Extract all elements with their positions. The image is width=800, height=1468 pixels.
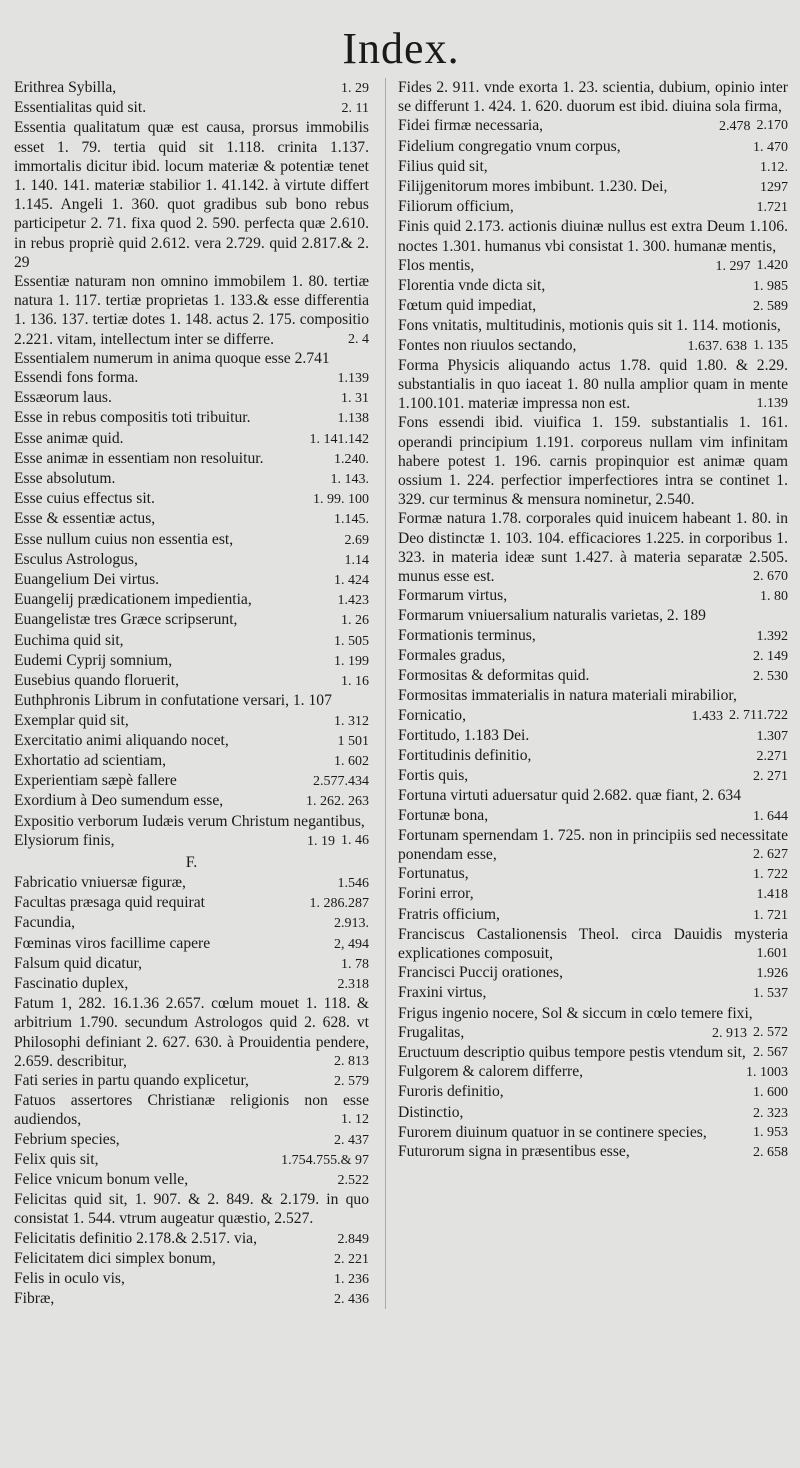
entry-text: Felicitatis definitio 2.178.& 2.517. via, bbox=[14, 1229, 257, 1247]
index-entry bbox=[14, 791, 369, 811]
entry-text: Esse & essentiæ actus, bbox=[14, 510, 156, 528]
entry-page-ref: 1. 46 bbox=[341, 832, 369, 848]
index-entry bbox=[398, 606, 788, 625]
index-entry bbox=[398, 1142, 788, 1162]
entry-page-ref: 2. 323 bbox=[753, 1105, 788, 1121]
entry-page-ref: 2.522 bbox=[337, 1172, 369, 1188]
entry-page-ref: 1. 12 bbox=[341, 1112, 369, 1128]
index-entry bbox=[14, 631, 369, 651]
index-entry bbox=[14, 469, 369, 489]
entry-text: Fibræ, bbox=[14, 1290, 55, 1308]
entry-text: Experientiam sæpè fallere bbox=[14, 772, 177, 790]
index-entry bbox=[14, 590, 369, 610]
entry-text: Fortitudinis definitio, bbox=[398, 746, 532, 764]
entry-text: Facundia, bbox=[14, 914, 76, 932]
index-entry bbox=[14, 349, 369, 368]
entry-text: Forini error, bbox=[398, 885, 474, 903]
entry-text: Formales gradus, bbox=[398, 646, 506, 664]
index-entry bbox=[398, 1043, 788, 1062]
index-entry bbox=[398, 1082, 788, 1102]
index-entry bbox=[14, 368, 369, 388]
entry-text: Fati series in partu quando explicetur, bbox=[14, 1071, 249, 1089]
index-entry bbox=[398, 746, 788, 766]
left-column bbox=[14, 78, 386, 1309]
entry-text: Felix quis sit, bbox=[14, 1150, 99, 1168]
entry-page-ref: 1. 953 bbox=[753, 1124, 788, 1140]
index-entry bbox=[398, 1062, 788, 1082]
entry-text: Fraxini virtus, bbox=[398, 984, 487, 1002]
index-entry bbox=[398, 726, 788, 746]
entry-text: Exercitatio animi aliquando nocet, bbox=[14, 731, 229, 749]
index-entry bbox=[14, 530, 369, 550]
entry-text: Fortunam spernendam 1. 725. non in principiis sed necessitate ponendam esse, bbox=[398, 826, 788, 863]
entry-text: Fontes non riuulos sectando, bbox=[398, 336, 577, 354]
index-entry bbox=[14, 1071, 369, 1091]
entry-page-ref: 1. 31 bbox=[341, 391, 369, 407]
entry-text: Esse in rebus compositis toti tribuitur. bbox=[14, 409, 251, 427]
index-entry bbox=[398, 963, 788, 983]
entry-page-ref: 2.69 bbox=[344, 532, 369, 548]
right-column bbox=[386, 78, 788, 1309]
entry-page-ref: 2. 271 bbox=[753, 769, 788, 785]
entry-page-ref: 1. 722 bbox=[753, 867, 788, 883]
entry-text: Franciscus Castalionensis Theol. circa Dauidis mysteria explicationes composuit, bbox=[398, 925, 788, 962]
entry-text: Fortunatus, bbox=[398, 865, 469, 883]
entry-text: Frigus ingenio nocere, Sol & siccum in cœlo temere fixi, bbox=[398, 1004, 753, 1022]
entry-text: Febrium species, bbox=[14, 1130, 120, 1148]
index-entry bbox=[398, 336, 747, 356]
entry-text: Felice vnicum bonum velle, bbox=[14, 1170, 189, 1188]
entry-page-ref: 1. 19 bbox=[307, 833, 335, 849]
entry-page-ref: 1.433 bbox=[691, 708, 724, 724]
index-entry bbox=[14, 1190, 369, 1228]
entry-text: Fidei firmæ necessaria, bbox=[398, 117, 544, 135]
entry-text: Frugalitas, bbox=[398, 1023, 465, 1041]
entry-page-ref: 2. 670 bbox=[753, 569, 788, 585]
entry-page-ref: 1. 721 bbox=[753, 907, 788, 923]
index-entry bbox=[398, 177, 788, 197]
entry-text: Fortis quis, bbox=[398, 767, 469, 785]
entry-page-ref: 2. 4 bbox=[348, 331, 369, 347]
entry-page-ref: 2. 589 bbox=[753, 299, 788, 315]
entry-text: Formæ natura 1.78. corporales quid inuicem habeant 1. 80. in Deo distinctæ 1. 103. 104. efficaciores 1.225. in corporibus 1. 323. in materia ideæ sunt 1.427. à materia separatæ 2.505. munus esse est. bbox=[398, 510, 788, 586]
index-entry bbox=[14, 408, 369, 428]
entry-text: Fides 2. 911. vnde exorta 1. 23. scientia, dubium, opinio inter se differunt 1. 424. 1. 620. duorum est ibid. diuina sola firma, bbox=[398, 79, 788, 116]
entry-page-ref: 1.139 bbox=[337, 371, 369, 387]
entry-page-ref: 2, 494 bbox=[334, 936, 369, 952]
index-entry bbox=[398, 706, 723, 726]
entry-text: Eructuum descriptio quibus tempore pestis vtendum sit, bbox=[398, 1043, 746, 1061]
entry-page-ref: 1. 29 bbox=[341, 81, 369, 96]
entry-page-ref: 2.478 bbox=[719, 119, 751, 135]
entry-page-ref: 2. 437 bbox=[334, 1132, 369, 1148]
entry-text: Furoris definitio, bbox=[398, 1083, 504, 1101]
entry-text: Formarum vniuersalium naturalis varietas, 2. 189 bbox=[398, 607, 706, 625]
entry-text: Fœminas viros facillime capere bbox=[14, 934, 211, 952]
entry-text: Euchima quid sit, bbox=[14, 631, 124, 649]
index-entry bbox=[398, 905, 788, 925]
entry-page-ref: 1. 1003 bbox=[746, 1065, 788, 1081]
entry-text: Euangelium Dei virtus. bbox=[14, 571, 160, 589]
entry-page-ref: 1. 600 bbox=[753, 1085, 788, 1101]
index-entry bbox=[398, 157, 788, 177]
entry-page-ref: 1. 286.287 bbox=[309, 896, 369, 912]
entry-page-ref: 1. 262. 263 bbox=[306, 794, 369, 810]
entry-text: Esse animæ quid. bbox=[14, 429, 124, 447]
entry-text: Filiorum officium, bbox=[398, 198, 514, 216]
index-entry bbox=[14, 771, 369, 791]
index-entry bbox=[398, 586, 788, 606]
entry-page-ref: 1. 470 bbox=[753, 139, 788, 155]
entry-text: Exhortatio ad scientiam, bbox=[14, 751, 166, 769]
entry-page-ref: 1297 bbox=[760, 180, 788, 196]
index-entry bbox=[398, 884, 788, 904]
entry-text: Fortuna virtuti aduersatur quid 2.682. quæ fiant, 2. 634 bbox=[398, 787, 742, 805]
entry-page-ref: 2.271 bbox=[756, 748, 788, 764]
entry-page-ref: 1.423 bbox=[337, 593, 369, 609]
page-title: Index. bbox=[342, 24, 460, 73]
index-entry bbox=[14, 118, 369, 272]
entry-page-ref: 1. 80 bbox=[760, 589, 788, 605]
index-entry bbox=[398, 983, 788, 1003]
index-entry bbox=[14, 610, 369, 630]
entry-page-ref: 1. 297 bbox=[715, 258, 751, 274]
index-entry bbox=[14, 731, 369, 751]
index-entry bbox=[398, 1123, 788, 1142]
index-entry bbox=[14, 98, 369, 118]
entry-text: Formationis terminus, bbox=[398, 626, 536, 644]
entry-text: Euangelistæ tres Græce scripserunt, bbox=[14, 611, 238, 629]
index-entry bbox=[398, 766, 788, 786]
entry-text: Essentiæ naturam non omnino immobilem 1. 80. tertiæ natura 1. 117. tertiæ proprietas 1. 133.& esse differentia 1. 136. 137. tertiæ dotes 1. 148. actus 2. 175. compositio 2.221. vitam, intellectum inter se differre. bbox=[14, 273, 369, 348]
entry-page-ref: 1. 143. bbox=[330, 472, 369, 488]
entry-page-ref: 2. 436 bbox=[334, 1292, 369, 1308]
index-entry bbox=[398, 413, 788, 509]
entry-page-ref: 1.145. bbox=[334, 512, 369, 528]
entry-page-ref: 1.138 bbox=[337, 411, 369, 427]
entry-text: Florentia vnde dicta sit, bbox=[398, 277, 546, 295]
entry-text: Eudemi Cyprij somnium, bbox=[14, 651, 173, 669]
entry-page-ref: 1.420 bbox=[756, 257, 788, 273]
index-entry bbox=[14, 751, 369, 771]
index-entry bbox=[398, 256, 751, 276]
index-entry bbox=[14, 489, 369, 509]
index-entry bbox=[14, 954, 369, 974]
index-entry bbox=[398, 806, 788, 826]
index-entry bbox=[398, 116, 751, 136]
entry-text: Fortunæ bona, bbox=[398, 806, 489, 824]
entry-text: Finis quid 2.173. actionis diuinæ nullus est extra Deum 1.106. noctes 1.301. humanus vbi consistat 1. 300. humanæ mentis, bbox=[398, 218, 788, 255]
index-entry bbox=[14, 509, 369, 529]
entry-page-ref: 2. 221 bbox=[334, 1251, 369, 1267]
entry-page-ref: 2. 149 bbox=[753, 648, 788, 664]
index-entry bbox=[398, 626, 788, 646]
entry-page-ref: 1.418 bbox=[756, 887, 788, 903]
entry-text: Falsum quid dicatur, bbox=[14, 954, 143, 972]
entry-text: Fidelium congregatio vnum corpus, bbox=[398, 137, 621, 155]
entry-page-ref: 1. 199 bbox=[334, 653, 369, 669]
entry-page-ref: 2.577.434 bbox=[313, 774, 369, 790]
entry-page-ref: 2.318 bbox=[337, 976, 369, 992]
index-entry bbox=[14, 388, 369, 408]
entry-page-ref: 1.926 bbox=[756, 966, 788, 982]
entry-page-ref: 2. 658 bbox=[753, 1144, 788, 1160]
entry-page-ref: 1.139 bbox=[756, 396, 788, 412]
entry-page-ref: 2. 913 bbox=[712, 1025, 747, 1041]
entry-text: Felicitas quid sit, 1. 907. & 2. 849. & 2.179. in quo consistat 1. 544. vtrum augeatur quæstio, 2.527. bbox=[14, 1191, 369, 1228]
entry-page-ref: 2.849 bbox=[337, 1231, 369, 1247]
index-entry bbox=[398, 646, 788, 666]
index-entry bbox=[398, 137, 788, 157]
entry-text: Furorem diuinum quatuor in se continere species, bbox=[398, 1123, 707, 1141]
entry-page-ref: 1.12. bbox=[760, 159, 788, 175]
entry-page-ref: 2. 813 bbox=[334, 1053, 369, 1069]
entry-text: Essentialitas quid sit. bbox=[14, 99, 147, 117]
entry-page-ref: 1. 424 bbox=[334, 573, 369, 589]
entry-text: Euthphronis Librum in confutatione versari, 1. 107 bbox=[14, 692, 332, 710]
index-entry bbox=[14, 831, 335, 851]
entry-page-ref: 2. 572 bbox=[753, 1024, 788, 1040]
index-entry bbox=[14, 1130, 369, 1150]
index-entry bbox=[14, 570, 369, 590]
section-letter: F. bbox=[185, 853, 198, 871]
entry-text: Forma Physicis aliquando actus 1.78. quid 1.80. & 2.29. substantialis in quo iaceat 1. 80 nulla amplior quam in mente 1.100.101. materiæ impressa non est. bbox=[398, 356, 788, 413]
entry-text: Fabricatio vniuersæ figuræ, bbox=[14, 873, 186, 891]
index-entry bbox=[398, 786, 788, 805]
entry-text: Futurorum signa in præsentibus esse, bbox=[398, 1142, 630, 1160]
entry-text: Expositio verborum Iudæis verum Christum negantibus, bbox=[14, 812, 365, 830]
entry-page-ref: 1. 537 bbox=[753, 986, 788, 1002]
index-entry bbox=[14, 1229, 369, 1249]
entry-page-ref: 1.14 bbox=[344, 552, 369, 568]
index-entry bbox=[14, 1249, 369, 1269]
index-entry bbox=[398, 864, 788, 884]
entry-text: Francisci Puccij orationes, bbox=[398, 964, 563, 982]
index-entry bbox=[14, 934, 369, 954]
index-entry bbox=[398, 356, 788, 414]
entry-page-ref: 1.307 bbox=[756, 728, 788, 744]
index-entry bbox=[14, 78, 369, 98]
index-entry bbox=[398, 197, 788, 217]
index-entry bbox=[14, 272, 369, 349]
entry-page-ref: 1. 99. 100 bbox=[313, 492, 369, 508]
entry-text: Filius quid sit, bbox=[398, 157, 488, 175]
index-entry bbox=[14, 671, 369, 691]
index-entry bbox=[14, 1269, 369, 1289]
index-entry bbox=[14, 1091, 369, 1129]
entry-page-ref: 2. 711.722 bbox=[729, 707, 788, 723]
index-entry bbox=[14, 974, 369, 994]
index-entry bbox=[398, 1023, 747, 1043]
index-entry bbox=[14, 1170, 369, 1190]
entry-text: Felicitatem dici simplex bonum, bbox=[14, 1249, 216, 1267]
entry-page-ref: 1. 505 bbox=[334, 633, 369, 649]
entry-text: Esse nullum cuius non essentia est, bbox=[14, 530, 234, 548]
entry-page-ref: 2.170 bbox=[756, 118, 788, 134]
entry-text: Felis in oculo vis, bbox=[14, 1269, 125, 1287]
index-columns bbox=[14, 78, 788, 1309]
entry-page-ref: 1. 78 bbox=[341, 956, 369, 972]
entry-page-ref: 2. 627 bbox=[753, 846, 788, 862]
entry-text: Filijgenitorum mores imbibunt. 1.230. Dei, bbox=[398, 178, 668, 196]
entry-page-ref: 1.392 bbox=[756, 628, 788, 644]
entry-page-ref: 1. 602 bbox=[334, 753, 369, 769]
entry-text: Flos mentis, bbox=[398, 256, 475, 274]
entry-text: Fatum 1, 282. 16.1.36 2.657. cœlum mouet 1. 118. & arbitrium 1.790. secundum Astrologos quid 2. 628. vt Philosophi definiant 2. 627. 630. à Prouidentia pendere, 2.659. describitur, bbox=[14, 995, 369, 1070]
index-entry bbox=[14, 994, 369, 1071]
entry-text: Distinctio, bbox=[398, 1103, 464, 1121]
index-entry bbox=[398, 925, 788, 963]
entry-text: Essendi fons forma. bbox=[14, 369, 139, 387]
entry-text: Fatuos assertores Christianæ religionis non esse audiendos, bbox=[14, 1092, 369, 1129]
entry-text: Fons essendi ibid. viuifica 1. 159. substantialis 1. 161. operandi principium 1.191. corporeus nullam vim infinitam habere potest 1. 196. carnis propinquior est animæ quam ossium 1. 224. perfectior imperfectiores intra se continet 1. 329. cur terminus & mensura nominetur, 2.540. bbox=[398, 414, 788, 509]
entry-text: Formositas & deformitas quid. bbox=[398, 667, 590, 685]
entry-text: Fascinatio duplex, bbox=[14, 974, 129, 992]
entry-text: Erithrea Sybilla, bbox=[14, 79, 117, 96]
entry-page-ref: 2. 530 bbox=[753, 669, 788, 685]
index-entry bbox=[14, 449, 369, 469]
index-entry bbox=[14, 1289, 369, 1309]
entry-text: Exordium à Deo sumendum esse, bbox=[14, 792, 224, 810]
entry-text: Fortitudo, 1.183 Dei. bbox=[398, 726, 530, 744]
entry-page-ref: 1. 16 bbox=[341, 674, 369, 690]
entry-page-ref: 1 501 bbox=[337, 733, 369, 749]
entry-text: Formarum virtus, bbox=[398, 587, 508, 605]
index-entry bbox=[14, 873, 369, 893]
index-entry bbox=[398, 826, 788, 864]
entry-page-ref: 1.754.755.& 97 bbox=[281, 1152, 369, 1168]
entry-page-ref: 1. 26 bbox=[341, 613, 369, 629]
index-entry bbox=[398, 509, 788, 586]
entry-text: Elysiorum finis, bbox=[14, 831, 115, 849]
entry-page-ref: 1. 141.142 bbox=[309, 431, 369, 447]
entry-text: Essentialem numerum in anima quoque esse 2.741 bbox=[14, 349, 330, 367]
index-entry bbox=[398, 296, 788, 316]
entry-text: Essæorum laus. bbox=[14, 389, 112, 407]
entry-page-ref: 2.913. bbox=[334, 916, 369, 932]
entry-text: Essentia qualitatum quæ est causa, prorsus immobilis esset 1. 79. tertia quid sit 1.118. crinita 1.137. immortalis dicitur ibid. locum materiæ & potentiæ tenet 1. 140. 141. materiæ stabilior 1. 41.142. à virtute differt 1.145. Angeli 1. 360. quot gradibus sub bono rebus participetur 2. 71. fixa quod 2. 590. perfecta quæ 2.610. in rebus propriè quid 2.612. vera 2.729. quid 2.817.& 2. 29 bbox=[14, 119, 369, 271]
entry-page-ref: 1.721 bbox=[756, 200, 788, 216]
entry-page-ref: 2. 579 bbox=[334, 1073, 369, 1089]
index-entry bbox=[398, 666, 788, 686]
entry-page-ref: 1. 644 bbox=[753, 808, 788, 824]
entry-page-ref: 2. 567 bbox=[753, 1044, 788, 1060]
entry-text: Fratris officium, bbox=[398, 905, 500, 923]
entry-page-ref: 1.601 bbox=[756, 945, 788, 961]
entry-page-ref: 1.546 bbox=[337, 875, 369, 891]
entry-text: Esculus Astrologus, bbox=[14, 550, 138, 568]
entry-page-ref: 1.240. bbox=[334, 451, 369, 467]
index-entry bbox=[14, 691, 369, 710]
entry-page-ref: 1. 236 bbox=[334, 1271, 369, 1287]
entry-page-ref: 2. 11 bbox=[341, 101, 369, 117]
entry-text: Esse cuius effectus sit. bbox=[14, 490, 155, 508]
index-entry bbox=[14, 429, 369, 449]
entry-text: Esse animæ in essentiam non resoluitur. bbox=[14, 449, 264, 467]
entry-text: Fulgorem & calorem differre, bbox=[398, 1063, 584, 1081]
entry-page-ref: 1. 985 bbox=[753, 279, 788, 295]
entry-text: Exemplar quid sit, bbox=[14, 711, 129, 729]
entry-page-ref: 1. 135 bbox=[753, 337, 788, 353]
entry-text: Fons vnitatis, multitudinis, motionis quis sit 1. 114. motionis, bbox=[398, 317, 781, 335]
index-entry bbox=[14, 1150, 369, 1170]
entry-text: Esse absolutum. bbox=[14, 470, 116, 488]
entry-text: Euangelij prædicationem impedientia, bbox=[14, 591, 252, 609]
index-entry bbox=[14, 550, 369, 570]
entry-text: Formositas immaterialis in natura materiali mirabilior, bbox=[398, 687, 737, 705]
entry-text: Fœtum quid impediat, bbox=[398, 297, 537, 315]
index-entry bbox=[398, 1103, 788, 1123]
entry-text: Facultas præsaga quid requirat bbox=[14, 894, 205, 912]
index-entry bbox=[398, 276, 788, 296]
index-entry bbox=[14, 913, 369, 933]
index-entry bbox=[14, 651, 369, 671]
entry-text: Eusebius quando floruerit, bbox=[14, 672, 179, 690]
index-entry bbox=[14, 711, 369, 731]
index-entry bbox=[14, 893, 369, 913]
entry-text: Fornicatio, bbox=[398, 706, 466, 724]
entry-page-ref: 1. 312 bbox=[334, 713, 369, 729]
entry-page-ref: 1.637. 638 bbox=[687, 338, 747, 354]
